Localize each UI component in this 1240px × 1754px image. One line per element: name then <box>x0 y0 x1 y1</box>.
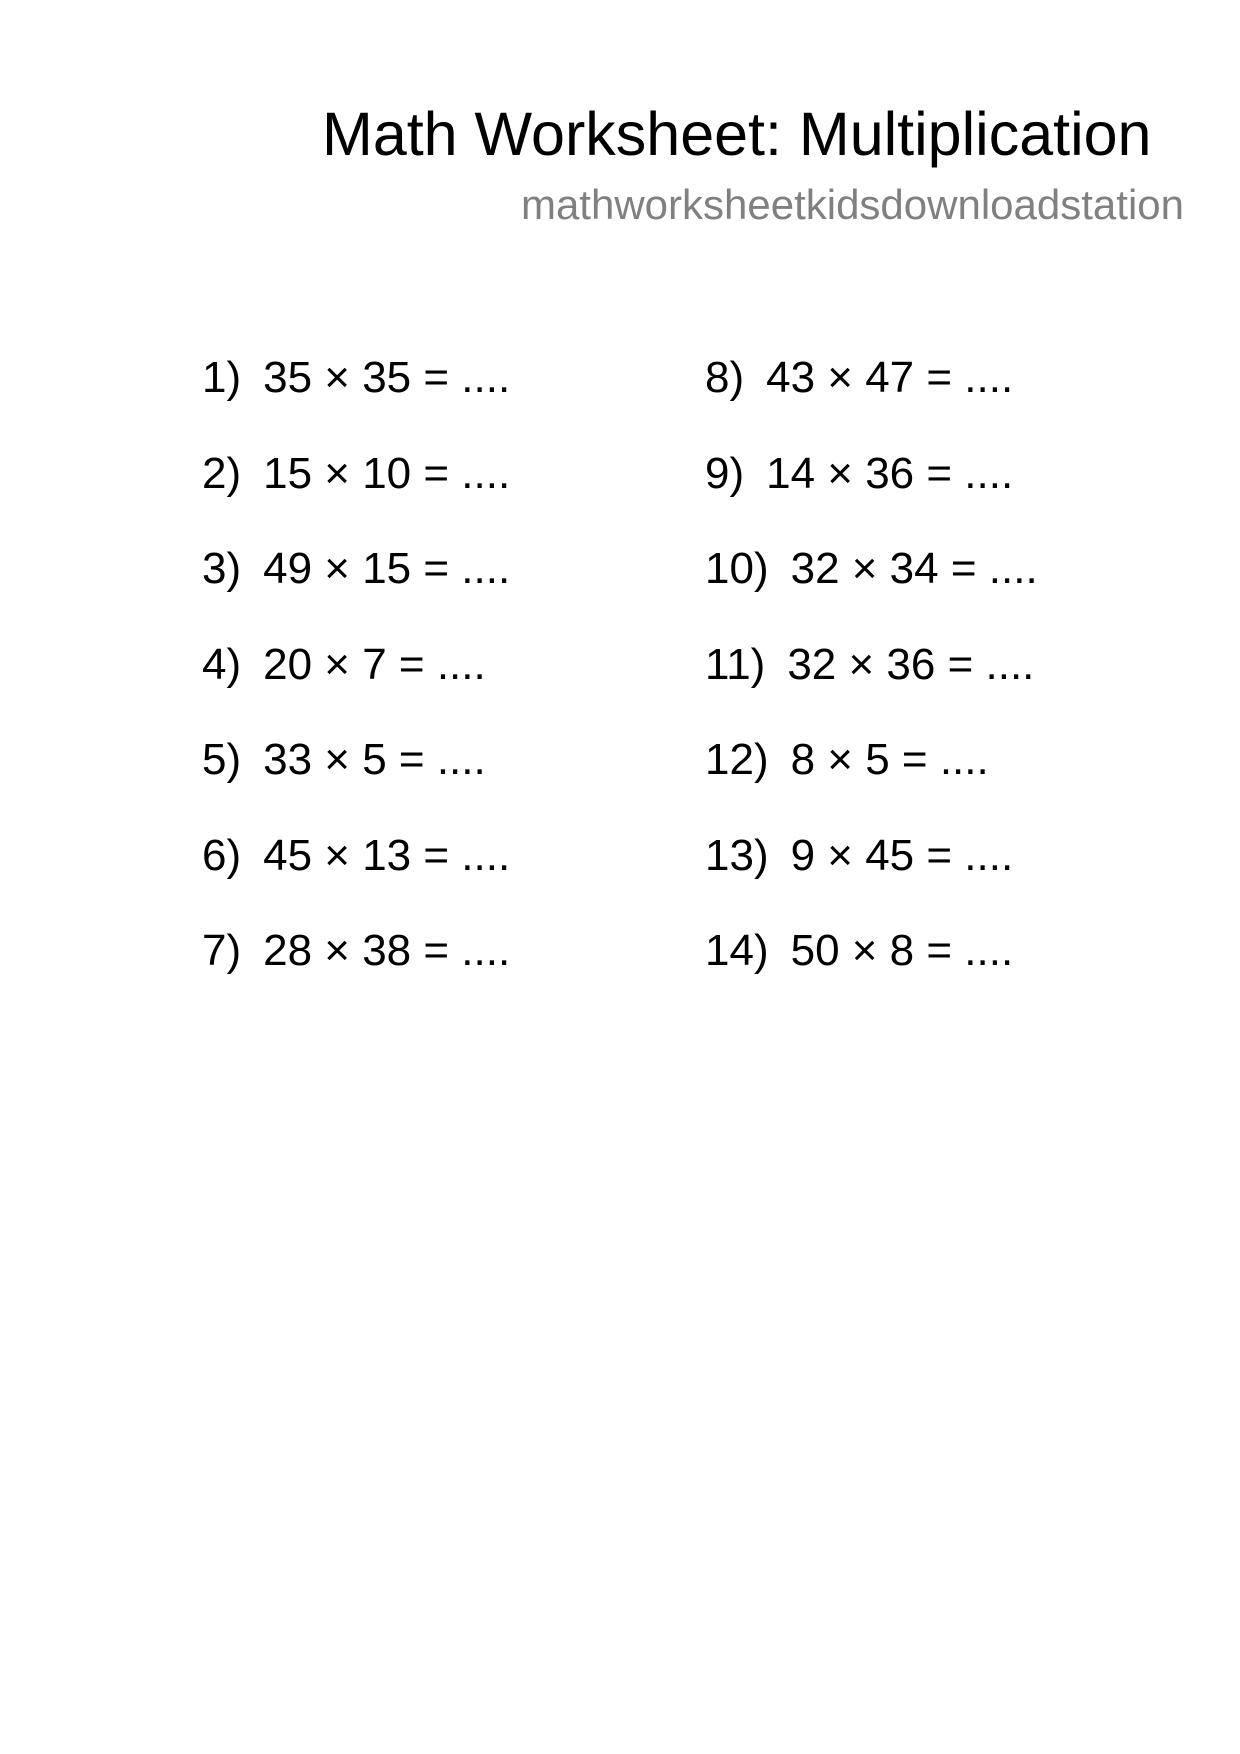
problem-expression: 15 × 10 = .... <box>263 448 511 498</box>
problem-item <box>705 350 1038 446</box>
problem-expression: 9 × 45 = .... <box>790 830 1014 880</box>
problem-expression: 35 × 35 = .... <box>263 353 511 402</box>
problem-number: 12) <box>705 735 769 784</box>
problem-item <box>202 446 510 542</box>
worksheet-title: Math Worksheet: Multiplication <box>322 100 1152 168</box>
problem-item <box>705 637 1038 733</box>
problem-expression: 8 × 5 = .... <box>790 735 989 784</box>
problem-number: 10) <box>705 544 769 593</box>
problem-expression: 33 × 5 = .... <box>263 735 486 784</box>
problem-number: 3) <box>202 544 242 593</box>
problem-item <box>202 732 510 828</box>
problem-number: 5) <box>202 735 242 784</box>
problem-item <box>202 923 510 1019</box>
problem-item <box>202 541 510 637</box>
problem-expression: 28 × 38 = .... <box>263 926 511 975</box>
problem-item <box>705 923 1038 1019</box>
problem-expression: 14 × 36 = .... <box>766 448 1014 498</box>
problem-number: 4) <box>202 639 242 689</box>
problem-item <box>202 637 510 733</box>
problem-expression: 32 × 34 = .... <box>790 544 1038 593</box>
problem-number: 8) <box>705 353 745 402</box>
problem-number: 7) <box>202 926 242 975</box>
problem-number: 6) <box>202 830 242 880</box>
problem-number: 11) <box>705 639 766 689</box>
problem-item <box>202 828 510 924</box>
problem-expression: 43 × 47 = .... <box>766 353 1014 402</box>
problem-column-right <box>705 350 1038 1019</box>
problem-number: 13) <box>705 830 769 880</box>
problem-expression: 50 × 8 = .... <box>790 926 1014 975</box>
problem-item <box>705 541 1038 637</box>
worksheet-subtitle: mathworksheetkidsdownloadstation <box>520 181 1184 228</box>
problem-item <box>705 828 1038 924</box>
problem-column-left <box>202 350 510 1019</box>
problem-expression: 20 × 7 = .... <box>263 639 486 689</box>
problem-number: 1) <box>202 353 242 402</box>
problem-number: 9) <box>705 448 745 498</box>
problem-expression: 45 × 13 = .... <box>263 830 511 880</box>
problem-item <box>202 350 510 446</box>
problem-expression: 32 × 36 = .... <box>787 639 1035 689</box>
problem-item <box>705 732 1038 828</box>
problem-item <box>705 446 1038 542</box>
problem-expression: 49 × 15 = .... <box>263 544 511 593</box>
problem-number: 2) <box>202 448 242 498</box>
problem-number: 14) <box>705 926 769 975</box>
